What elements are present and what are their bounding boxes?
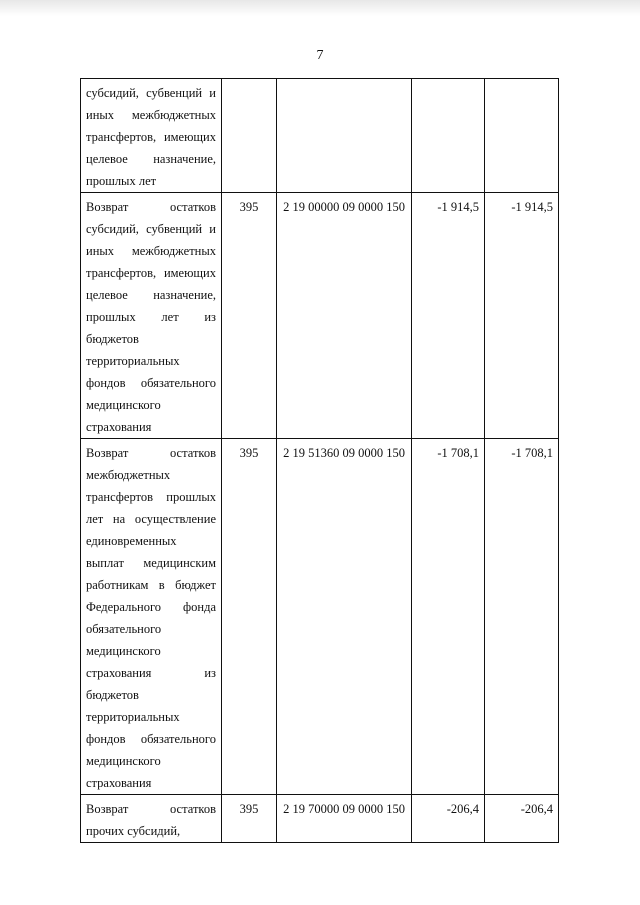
row-name-line: Федерального фонда xyxy=(86,600,216,614)
row-kbk-cell xyxy=(277,79,412,193)
row-name-cell xyxy=(81,193,222,439)
row-name-line: иных межбюджетных xyxy=(86,244,216,258)
row-name-line: бюджетов xyxy=(86,688,139,702)
row-code-cell: 395 xyxy=(222,439,277,795)
row-name-line: территориальных xyxy=(86,710,180,724)
row-name-line: целевое назначение, xyxy=(86,288,216,302)
row-name-line: Возврат остатков xyxy=(86,802,216,816)
row-value-1-cell xyxy=(412,79,485,193)
page-number: 7 xyxy=(316,48,324,63)
row-name-line: обязательного xyxy=(86,622,162,636)
table-row xyxy=(81,795,559,843)
row-name-line: медицинского xyxy=(86,644,161,658)
row-code-cell xyxy=(222,79,277,193)
row-name-cell xyxy=(81,79,222,193)
row-name-line: фондов обязательного xyxy=(86,732,216,746)
row-name-line: Возврат остатков xyxy=(86,446,216,460)
row-name-line: единовременных xyxy=(86,534,177,548)
row-name-line: прошлых лет xyxy=(86,174,157,188)
row-value-2-cell: -1 914,5 xyxy=(485,193,559,439)
row-code-cell: 395 xyxy=(222,193,277,439)
row-name-cell xyxy=(81,439,222,795)
row-name-line: межбюджетных xyxy=(86,468,171,482)
row-kbk-cell: 2 19 70000 09 0000 150 xyxy=(277,795,412,843)
table-row xyxy=(81,79,559,193)
row-name-line: субсидий, субвенций и xyxy=(86,222,216,236)
row-name-line: трансфертов, имеющих xyxy=(86,130,216,144)
row-name-cell xyxy=(81,795,222,843)
row-value-2-cell: -206,4 xyxy=(485,795,559,843)
row-kbk-cell: 2 19 51360 09 0000 150 xyxy=(277,439,412,795)
row-name-line: иных межбюджетных xyxy=(86,108,216,122)
row-name-line: страхования xyxy=(86,776,152,790)
row-value-2-cell: -1 708,1 xyxy=(485,439,559,795)
budget-table xyxy=(80,78,559,843)
table-row xyxy=(81,439,559,795)
row-value-2-cell xyxy=(485,79,559,193)
scan-edge-shadow xyxy=(0,0,640,16)
table-row xyxy=(81,193,559,439)
row-value-1-cell: -1 914,5 xyxy=(412,193,485,439)
row-name-line: Возврат остатков xyxy=(86,200,216,214)
row-name-line: страхования xyxy=(86,420,152,434)
row-name-line: работникам в бюджет xyxy=(86,578,216,592)
row-name-line: субсидий, субвенций и xyxy=(86,86,216,100)
row-value-1-cell: -1 708,1 xyxy=(412,439,485,795)
row-name-line: трансфертов прошлых xyxy=(86,490,216,504)
row-name-line: выплат медицинским xyxy=(86,556,216,570)
row-name-line: медицинского xyxy=(86,754,161,768)
row-name-line: трансфертов, имеющих xyxy=(86,266,216,280)
row-code-cell: 395 xyxy=(222,795,277,843)
row-kbk-cell: 2 19 00000 09 0000 150 xyxy=(277,193,412,439)
row-name-line: прошлых лет из xyxy=(86,310,216,324)
row-name-line: территориальных xyxy=(86,354,180,368)
row-name-line: страхования из xyxy=(86,666,216,680)
row-name-line: фондов обязательного xyxy=(86,376,216,390)
row-name-line: бюджетов xyxy=(86,332,139,346)
row-name-line: целевое назначение, xyxy=(86,152,216,166)
row-name-line: прочих субсидий, xyxy=(86,824,181,838)
row-value-1-cell: -206,4 xyxy=(412,795,485,843)
row-name-line: медицинского xyxy=(86,398,161,412)
row-name-line: лет на осуществление xyxy=(86,512,216,526)
